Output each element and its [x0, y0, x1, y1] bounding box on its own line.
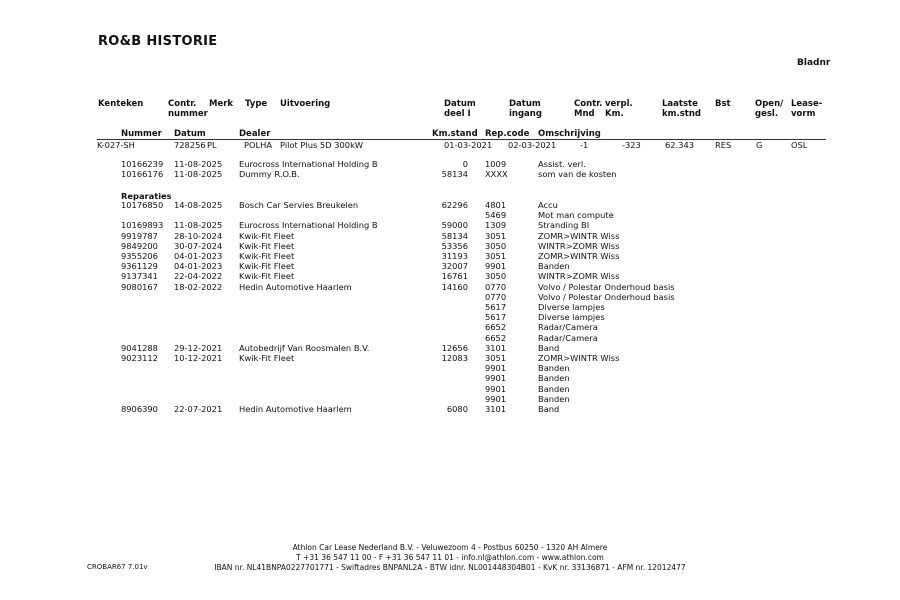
- cell-nummer: 10166176: [121, 169, 164, 180]
- cell-dealer: Hedin Automotive Haarlem: [239, 404, 352, 414]
- cell-km: 31193: [441, 251, 468, 261]
- cell-dealer: Autobedrijf Van Roosmalen B.V.: [239, 342, 370, 353]
- cell-datum: 14-08-2025: [174, 200, 223, 210]
- table-row: [0, 292, 900, 302]
- cell-code: 0770: [485, 291, 507, 302]
- cell-code: 9901: [485, 383, 507, 394]
- cell-omschrijving: Banden: [538, 261, 570, 272]
- vehicle-lease-vorm: OSL: [791, 140, 808, 150]
- vehicle-uitvoering: Pilot Plus 5D 300kW: [280, 140, 364, 150]
- table-row: [0, 241, 900, 251]
- cell-datum: 28-10-2024: [174, 230, 223, 241]
- header-kenteken: Kenteken: [98, 99, 144, 109]
- vehicle-verpl-km: -323: [622, 140, 641, 150]
- cell-dealer: Bosch Car Servies Breukelen: [239, 200, 359, 210]
- cell-dealer: Kwik-Fit Fleet: [239, 251, 295, 261]
- cell-omschrijving: Band: [538, 342, 560, 353]
- cell-datum: 04-01-2023: [174, 261, 223, 272]
- cell-code: 0770: [485, 281, 507, 292]
- header-omschrijving: Omschrijving: [538, 129, 601, 139]
- cell-datum: 22-07-2021: [174, 404, 223, 414]
- table-row: [0, 343, 900, 353]
- cell-nummer: 9041288: [121, 342, 158, 353]
- cell-code: 9901: [485, 393, 507, 404]
- table-row: [0, 302, 900, 312]
- cell-km: 59000: [441, 220, 468, 231]
- table-row: [0, 159, 900, 169]
- cell-km: 0: [462, 159, 468, 169]
- header-contr-mnd: Contr. Mnd: [574, 99, 603, 119]
- table-row: [0, 261, 900, 271]
- vehicle-row: [0, 140, 900, 150]
- vehicle-laatste-km: 62.343: [665, 140, 695, 150]
- cell-datum: 18-02-2022: [174, 281, 223, 292]
- header-merk: Merk: [209, 99, 234, 109]
- cell-dealer: Eurocross International Holding B: [239, 159, 378, 169]
- page-title: RO&B HISTORIE: [98, 34, 218, 49]
- header-dealer: Dealer: [239, 129, 271, 139]
- column-headers-detail: [0, 129, 900, 139]
- table-row: [0, 271, 900, 281]
- cell-dealer: Kwik-Fit Fleet: [239, 271, 295, 282]
- header-lease-vorm: Lease- vorm: [791, 99, 823, 119]
- cell-datum: 11-08-2025: [174, 220, 223, 231]
- header-type: Type: [245, 99, 268, 109]
- table-row: [0, 373, 900, 383]
- table-row: [0, 322, 900, 332]
- cell-datum: 04-01-2023: [174, 251, 223, 261]
- cell-nummer: 10166239: [121, 159, 164, 169]
- cell-dealer: Kwik-Fit Fleet: [239, 240, 295, 251]
- cell-dealer: Eurocross International Holding B: [239, 220, 378, 231]
- cell-code: 9901: [485, 373, 507, 384]
- table-row: [0, 282, 900, 292]
- cell-omschrijving: som van de kosten: [538, 169, 617, 180]
- cell-code: 3101: [485, 342, 507, 353]
- cell-omschrijving: Diverse lampjes: [538, 302, 605, 312]
- cell-code: 1309: [485, 220, 507, 231]
- header-open-gesl: Open/ gesl.: [755, 99, 784, 119]
- cell-nummer: 9080167: [121, 281, 158, 292]
- cell-code: 9901: [485, 363, 507, 374]
- cell-code: 3050: [485, 271, 507, 282]
- header-km-stand: Km.stand: [432, 129, 478, 139]
- cell-omschrijving: Assist. verl.: [538, 159, 586, 169]
- cell-datum: 11-08-2025: [174, 169, 223, 180]
- header-datum-ingang: Datum ingang: [509, 99, 542, 119]
- cell-km: 62296: [441, 200, 468, 210]
- cell-omschrijving: Banden: [538, 363, 570, 374]
- cell-km: 53356: [441, 240, 468, 251]
- cell-omschrijving: Volvo / Polestar Onderhoud basis: [538, 291, 675, 302]
- cell-omschrijving: Banden: [538, 393, 570, 404]
- header-rep-code: Rep.code: [485, 129, 530, 139]
- vehicle-contr-mnd: -1: [580, 140, 589, 150]
- cell-km: 58134: [441, 230, 468, 241]
- table-row: [0, 210, 900, 220]
- cell-omschrijving: Volvo / Polestar Onderhoud basis: [538, 281, 675, 292]
- cell-code: 3051: [485, 230, 507, 241]
- vehicle-open-gesl: G: [756, 140, 763, 150]
- section-reparaties: Reparaties: [121, 191, 172, 201]
- cell-code: 1009: [485, 159, 507, 169]
- header-verpl-km: verpl. Km.: [605, 99, 633, 119]
- cell-nummer: 9361129: [121, 261, 158, 272]
- cell-nummer: 9919787: [121, 230, 158, 241]
- table-row: [0, 220, 900, 230]
- cell-omschrijving: ZOMR>WINTR Wiss: [538, 251, 620, 261]
- cell-km: 6080: [446, 404, 468, 414]
- table-row: [0, 353, 900, 363]
- cell-omschrijving: Banden: [538, 373, 570, 384]
- cell-omschrijving: ZOMR>WINTR Wiss: [538, 353, 620, 363]
- vehicle-merk: POLHA: [244, 140, 273, 150]
- table-row: [0, 394, 900, 404]
- table-row: [0, 384, 900, 394]
- cell-nummer: 9849200: [121, 240, 158, 251]
- table-row: [0, 251, 900, 261]
- vehicle-kenteken: K-027-SH: [97, 140, 135, 150]
- cell-omschrijving: WINTR>ZOMR Wiss: [538, 271, 620, 282]
- cell-dealer: Kwik-Fit Fleet: [239, 230, 295, 241]
- cell-omschrijving: Mot man compute: [538, 210, 614, 221]
- cell-code: 6652: [485, 322, 507, 333]
- table-row: [0, 200, 900, 210]
- cell-omschrijving: Radar/Camera: [538, 332, 598, 343]
- cell-nummer: 10176850: [121, 200, 164, 210]
- form-code: CROBAR67 7.01v: [87, 563, 148, 571]
- cell-nummer: 9137341: [121, 271, 158, 282]
- table-row: [0, 231, 900, 241]
- cell-omschrijving: WINTR>ZOMR Wiss: [538, 240, 620, 251]
- cell-km: 12083: [441, 353, 468, 363]
- cell-code: 9901: [485, 261, 507, 272]
- cell-nummer: 9355206: [121, 251, 158, 261]
- header-laatste-km: Laatste km.stnd: [662, 99, 701, 119]
- cell-dealer: Kwik-Fit Fleet: [239, 261, 295, 272]
- cell-code: 6652: [485, 332, 507, 343]
- cell-omschrijving: Diverse lampjes: [538, 312, 605, 323]
- cell-km: 16761: [441, 271, 468, 282]
- page-number-label: Bladnr: [797, 58, 831, 68]
- cell-datum: 10-12-2021: [174, 353, 223, 363]
- cell-km: 14160: [441, 281, 468, 292]
- cell-code: 5469: [485, 210, 507, 221]
- vehicle-datum-ingang: 02-03-2021: [508, 140, 557, 150]
- cell-code: 3051: [485, 353, 507, 363]
- header-uitvoering: Uitvoering: [280, 99, 331, 109]
- cell-code: 5617: [485, 312, 507, 323]
- cell-code: XXXX: [485, 169, 508, 180]
- table-row: [0, 363, 900, 373]
- cell-omschrijving: Band: [538, 404, 560, 414]
- header-datum: Datum: [174, 129, 206, 139]
- header-bst: Bst: [715, 99, 731, 109]
- header-contr-nummer: Contr. nummer: [168, 99, 208, 119]
- table-row: [0, 404, 900, 414]
- vehicle-datum-deel1: 01-03-2021: [444, 140, 493, 150]
- header-nummer: Nummer: [121, 129, 162, 139]
- cell-code: 4801: [485, 200, 507, 210]
- cell-nummer: 8906390: [121, 404, 158, 414]
- cell-km: 58134: [441, 169, 468, 180]
- cell-dealer: Hedin Automotive Haarlem: [239, 281, 352, 292]
- footer-address: Athlon Car Lease Nederland B.V. - Veluwezoom 4 - Postbus 60250 - 1320 AH Almere: [292, 543, 608, 552]
- cell-omschrijving: ZOMR>WINTR Wiss: [538, 230, 620, 241]
- header-datum-deel1: Datum deel I: [444, 99, 476, 119]
- cell-dealer: Dummy R.O.B.: [239, 169, 300, 180]
- cell-omschrijving: Stranding BI: [538, 220, 590, 231]
- cell-datum: 22-04-2022: [174, 271, 223, 282]
- cell-code: 3050: [485, 240, 507, 251]
- cell-datum: 11-08-2025: [174, 159, 223, 169]
- cell-code: 5617: [485, 302, 507, 312]
- cell-dealer: Kwik-Fit Fleet: [239, 353, 295, 363]
- cell-datum: 30-07-2024: [174, 240, 223, 251]
- vehicle-pl: PL: [207, 140, 217, 150]
- table-row: [0, 169, 900, 179]
- cell-omschrijving: Radar/Camera: [538, 322, 598, 333]
- table-row: [0, 333, 900, 343]
- footer-contact: T +31 36 547 11 00 - F +31 36 547 11 01 - info.nl@athlon.com - www.athlon.com: [296, 553, 604, 562]
- cell-nummer: 10169893: [121, 220, 164, 231]
- cell-km: 32007: [441, 261, 468, 272]
- footer-bank: IBAN nr. NL41BNPA0227701771 - Swiftadres BNPANL2A - BTW idnr. NL001448304B01 - KvK nr. 33136871 - AFM nr. 12012477: [214, 563, 686, 572]
- cell-omschrijving: Accu: [538, 200, 558, 210]
- vehicle-contr-nummer: 728256: [174, 140, 206, 150]
- cell-datum: 29-12-2021: [174, 342, 223, 353]
- column-headers-main: [0, 99, 900, 121]
- cell-code: 3051: [485, 251, 507, 261]
- vehicle-bst: RES: [715, 140, 732, 150]
- cell-omschrijving: Banden: [538, 383, 570, 394]
- cell-km: 12656: [441, 342, 468, 353]
- cell-nummer: 9023112: [121, 353, 158, 363]
- cell-code: 3101: [485, 404, 507, 414]
- table-row: [0, 312, 900, 322]
